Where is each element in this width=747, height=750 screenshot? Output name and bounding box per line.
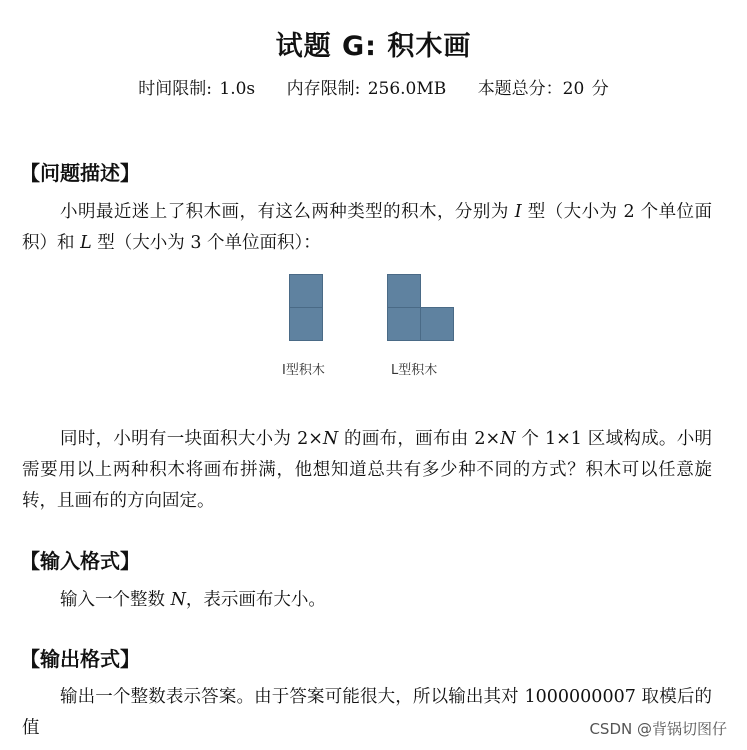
time-limit: 时间限制: 1.0s — [138, 79, 256, 99]
memory-limit: 内存限制: 256.0MB — [286, 79, 447, 99]
input-n-symbol: N — [170, 590, 186, 610]
i-block-caption: I型积木 — [282, 363, 325, 378]
block-figure — [0, 274, 747, 384]
p1-text-a: 小明最近迷上了积木画，有这么两种类型的积木，分别为 — [60, 202, 515, 222]
section-problem-description: 【问题描述】 — [20, 161, 140, 185]
l-block-caption: L型积木 — [391, 363, 438, 378]
p2-text-c: 个 1×1 区域构成。小明需要用以上两种积木将画布拼满，他想知道总共有多少种不同的方式？积木可以任意旋转，且画布的方向固定。 — [22, 429, 712, 511]
input-paragraph — [22, 585, 712, 616]
i-block-cell-top — [289, 274, 323, 308]
p2-text-a: 同时，小明有一块面积大小为 2× — [60, 429, 323, 449]
p1-text-b: 型（大小为 2 个单位面积）和 — [22, 202, 713, 253]
section-input-format: 【输入格式】 — [20, 549, 140, 573]
csdn-watermark: CSDN @背锅切图仔 — [589, 720, 727, 738]
problem-paragraph-2 — [22, 424, 712, 517]
problem-meta — [0, 74, 747, 99]
section-output-format: 【输出格式】 — [20, 647, 140, 671]
p1-text-c: 型（大小为 3 个单位面积）： — [91, 233, 321, 253]
p1-i-symbol: I — [514, 202, 522, 222]
l-block-cell-bottom-left — [387, 307, 421, 341]
total-score: 本题总分：20 分 — [477, 79, 609, 99]
output-paragraph: 输出一个整数表示答案。由于答案可能很大，所以输出其对 1000000007 取模后的值 — [22, 687, 712, 738]
problem-title: 试题 G: 积木画 — [275, 31, 472, 62]
input-text-b: ，表示画布大小。 — [185, 590, 326, 610]
p2-n-symbol-2: N — [500, 429, 516, 449]
problem-paragraph-1 — [22, 197, 712, 259]
l-block-cell-top — [387, 274, 421, 308]
p2-n-symbol-1: N — [322, 429, 339, 449]
p1-l-symbol: L — [80, 233, 92, 253]
input-text-a: 输入一个整数 — [60, 590, 171, 610]
p2-text-b: 的画布，画布由 2× — [338, 429, 501, 449]
l-block-cell-bottom-right — [420, 307, 454, 341]
i-block-cell-bottom — [289, 307, 323, 341]
